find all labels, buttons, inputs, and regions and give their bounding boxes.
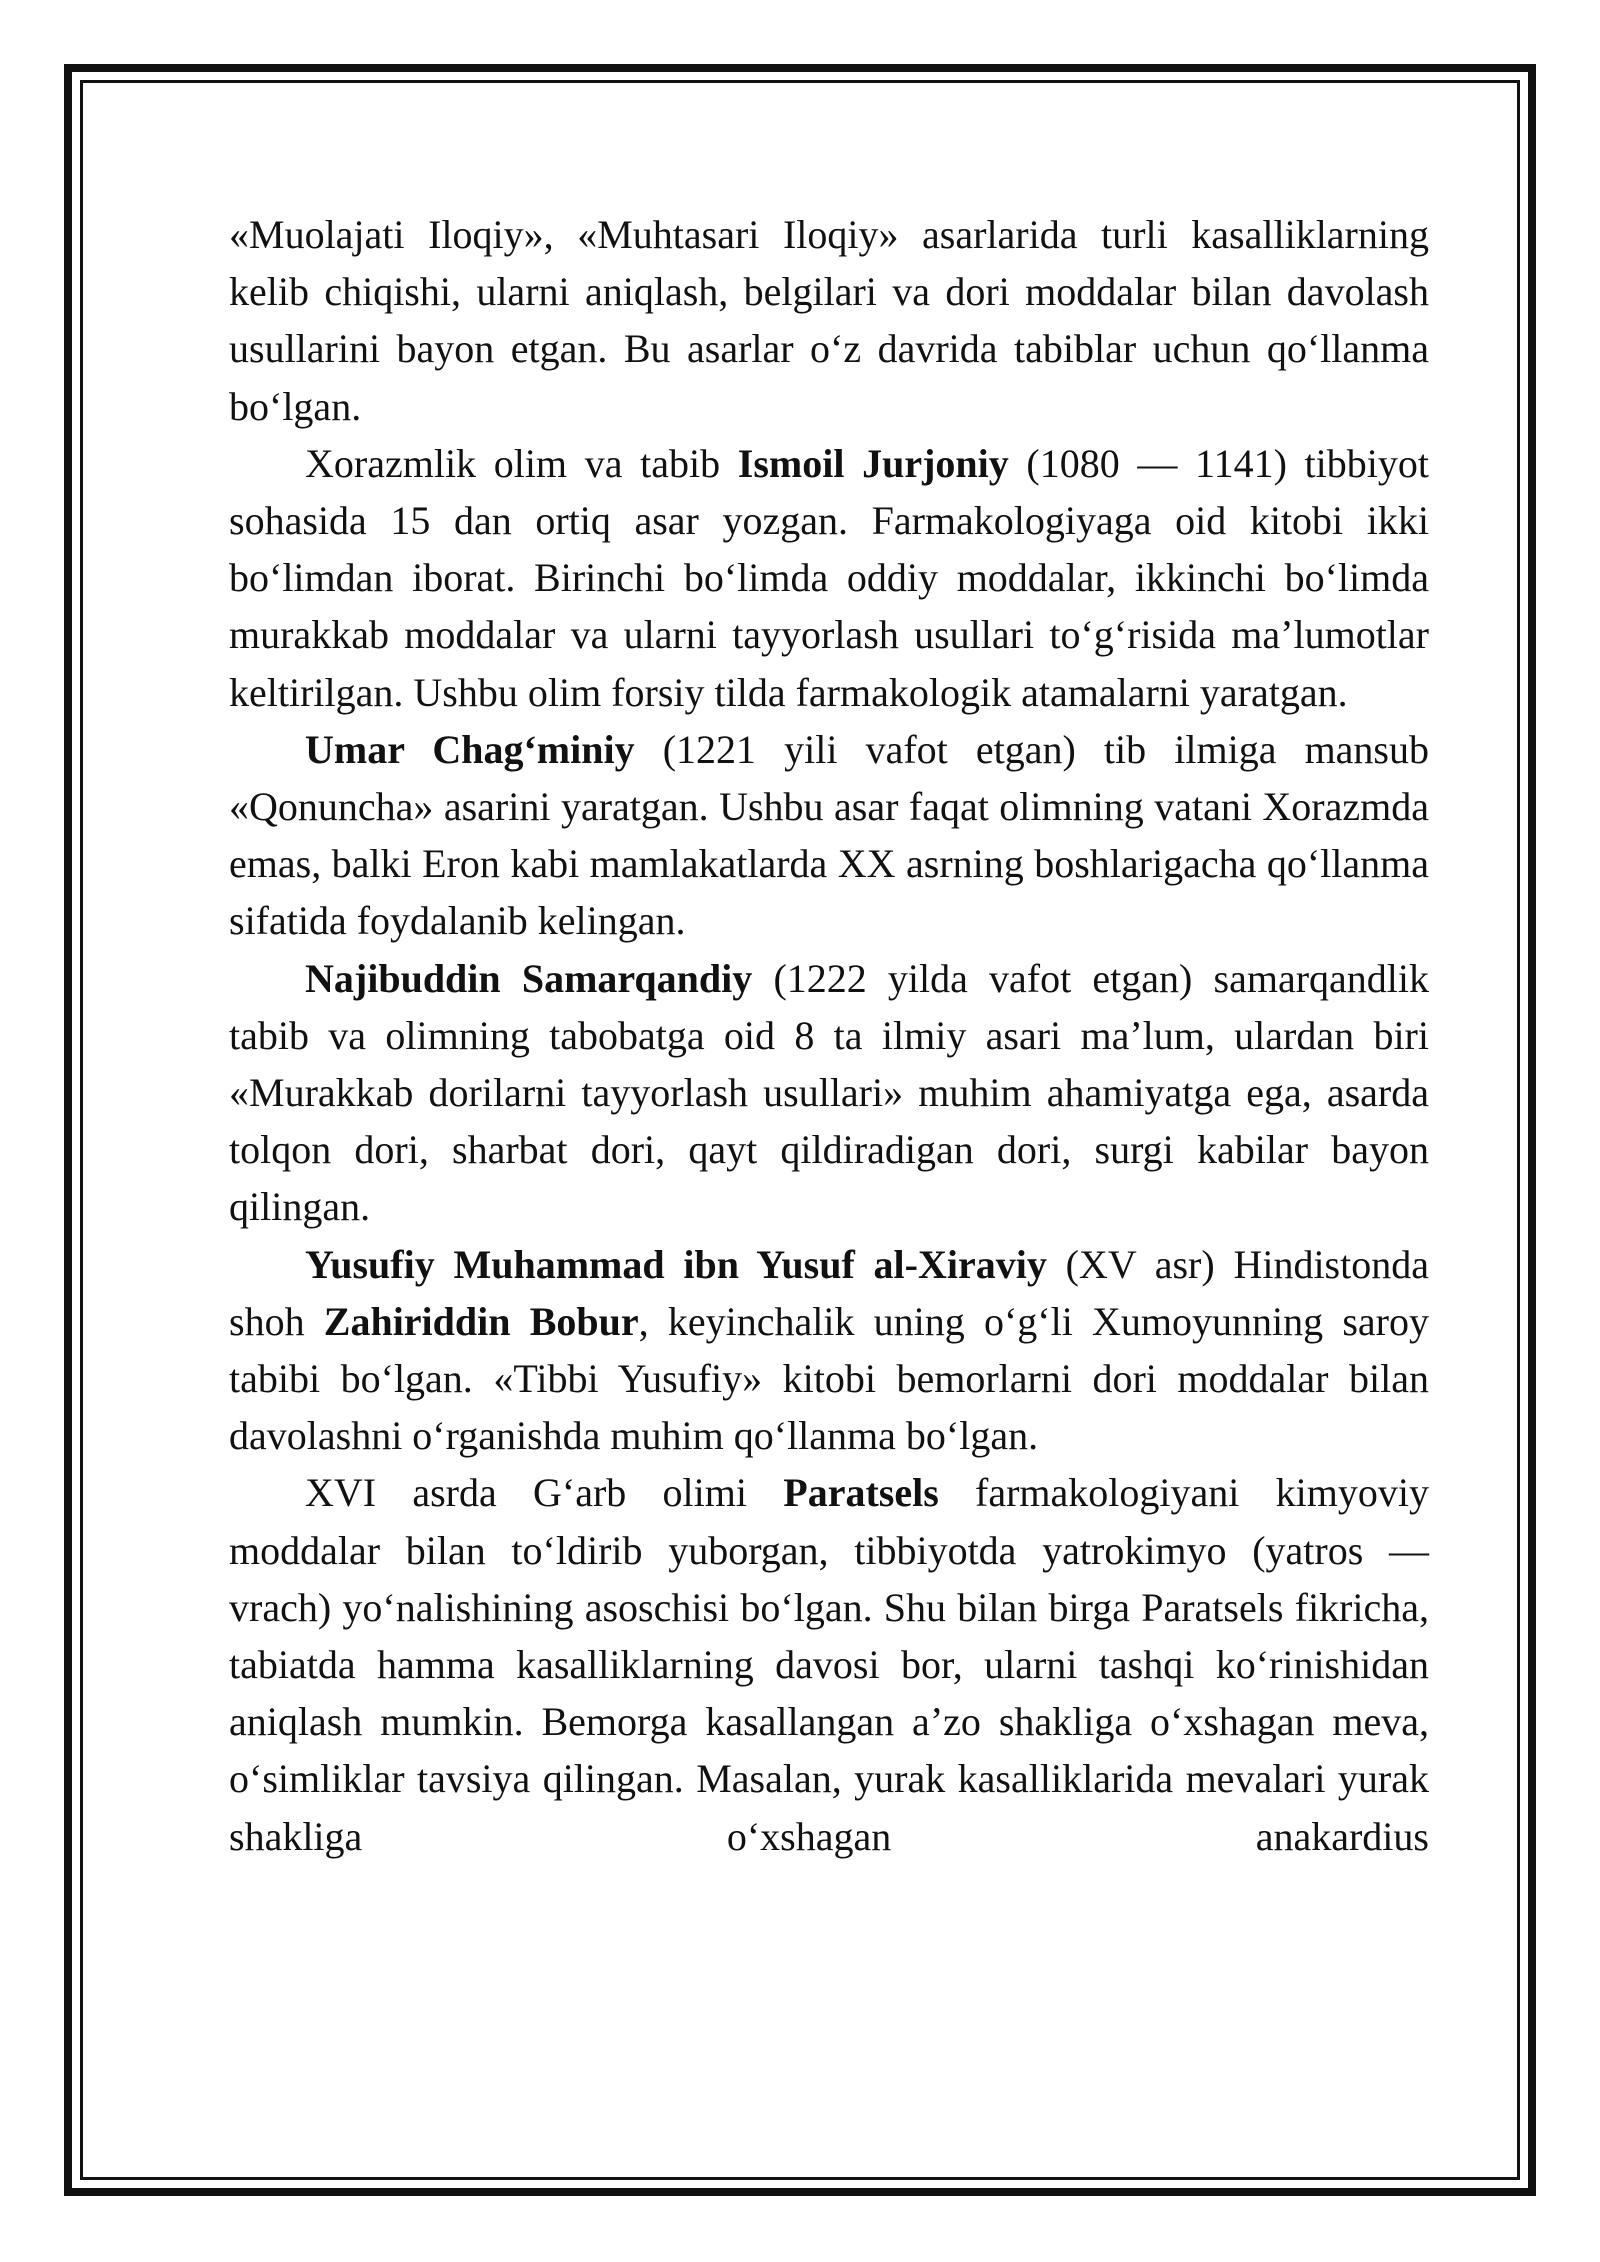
paragraph-5 — [229, 1236, 1429, 1465]
paragraph-2 — [229, 435, 1429, 721]
paragraph-text: , keyinchalik uning oʻgʻli Xumoyunning saroy tabibi boʻlgan. «Tibbi Yusufiy» kitobi bemorlarni dori moddalar bilan davolashni oʻrganishda muhim qoʻllanma boʻlgan. — [229, 1298, 1429, 1459]
paragraph-1 — [229, 206, 1429, 435]
person-name-yusufiy: Yusufiy Muhammad ibn Yusuf al-Xiraviy — [305, 1241, 1047, 1287]
paragraph-text: XVI asrda Gʻarb olimi — [305, 1470, 784, 1516]
paragraph-3 — [229, 721, 1429, 950]
person-name-ismoil-jurjoniy: Ismoil Jurjoniy — [737, 440, 1009, 486]
paragraph-text: (1222 yilda vafot etgan) samarqandlik tabib va olimning tabobatga oid 8 ta ilmiy asari maʼlum, ulardan biri «Murakkab dorilarni tayyorlash usullari» muhim ahamiyatga ega, asarda tolqon dori, sharbat dori, qayt qildiradigan dori, surgi kabilar bayon qilingan. — [229, 955, 1429, 1230]
paragraph-text: (1221 yili vafot etgan) tib ilmiga mansub «Qonuncha» asarini yaratgan. Ushbu asar faqat olimning vatani Xorazmda emas, balki Eron kabi mamlakatlarda XX asrning boshlarigacha qoʻllanma sifatida foydalanib kelingan. — [229, 726, 1430, 944]
page-body — [229, 206, 1429, 1865]
paragraph-text: (XV asr) Hindistonda shoh — [229, 1241, 1429, 1344]
person-name-paratsels: Paratsels — [783, 1470, 939, 1516]
person-name-najibuddin-samarqandiy: Najibuddin Samarqandiy — [305, 955, 753, 1001]
person-name-zahiriddin-bobur: Zahiriddin Bobur — [323, 1298, 639, 1344]
paragraph-text: farmakologiyani kimyoviy moddalar bilan toʻldirib yuborgan, tibbiyotda yatrokimyo (yatros — vrach) yoʻnalishining asoschisi boʻlgan. Shu bilan birga Paratsels fikricha, tabiatda hamma kasalliklarning davosi bor, ularni tashqi koʻrinishidan aniqlash mumkin. Bemorga kasallangan aʼzo shakliga oʻxshagan meva, oʻsimliklar tavsiya qilingan. Masalan, yurak kasalliklarida mevalari yurak shakliga oʻxshagan anakardius — [229, 1470, 1429, 1859]
paragraph-4 — [229, 950, 1429, 1236]
paragraph-text: Xorazmlik olim va tabib — [305, 440, 738, 486]
person-name-umar-chagminiy: Umar Chagʻminiy — [305, 726, 635, 772]
paragraph-text: «Muolajati Iloqiy», «Muhtasari Iloqiy» asarlarida turli kasalliklarning kelib chiqishi, ularni aniqlash, belgilari va dori moddalar bilan davolash usullarini bayon etgan. Bu asarlar oʻz davrida tabiblar uchun qoʻllanma boʻlgan. — [229, 212, 1429, 429]
paragraph-6 — [229, 1464, 1429, 1864]
paragraph-text: (1080 — 1141) tibbiyot sohasida 15 dan ortiq asar yozgan. Farmakologiyaga oid kitobi ikki boʻlimdan iborat. Birinchi boʻlimda oddiy moddalar, ikkinchi boʻlimda murakkab moddalar va ularni tayyorlash usullari toʻgʻrisida maʼlumotlar keltirilgan. Ushbu olim forsiy tilda farmakologik atamalarni yaratgan. — [229, 440, 1429, 715]
